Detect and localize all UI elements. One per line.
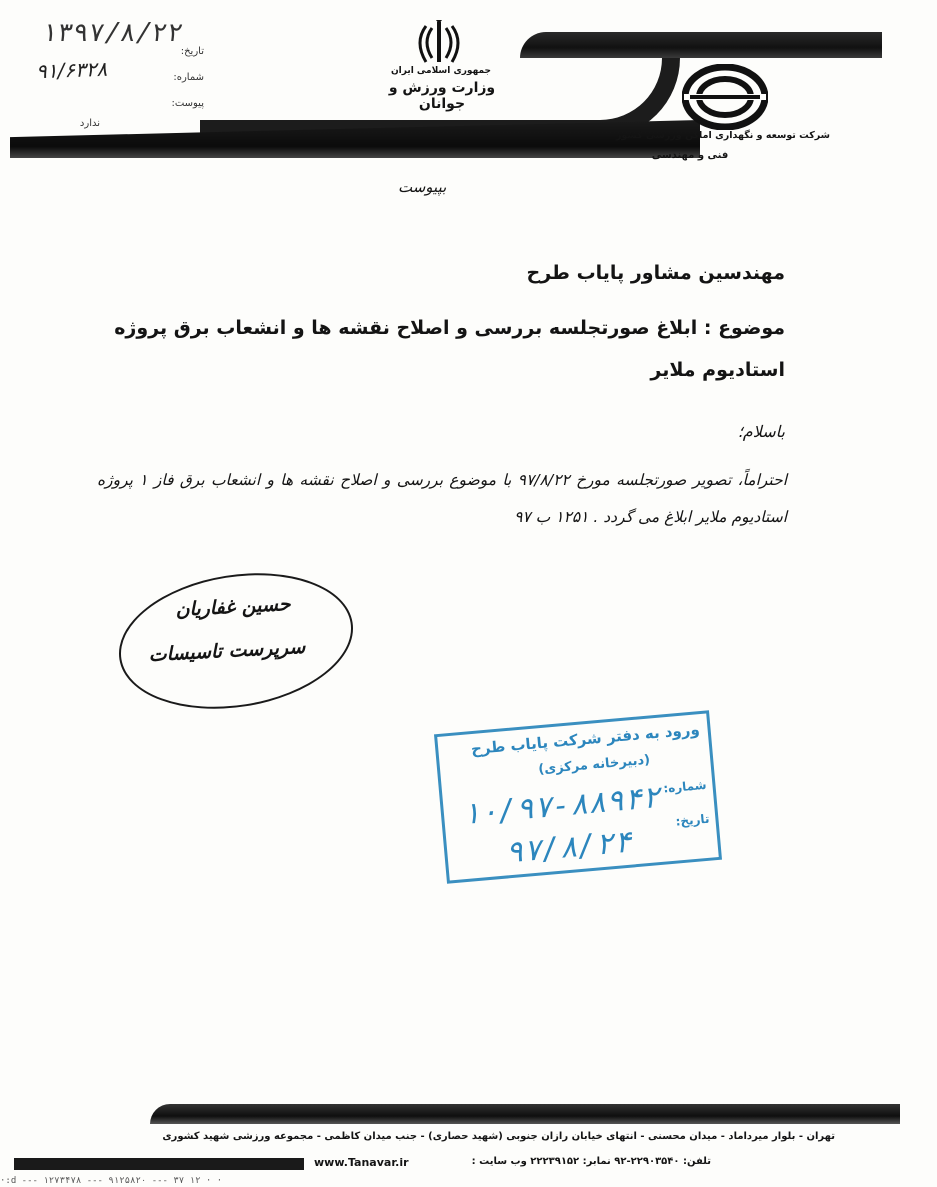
- stamp-number-label: شماره:: [662, 777, 708, 796]
- meta-attachment-label: پیوست:: [171, 98, 204, 109]
- meta-date-label: تاریخ:: [180, 46, 204, 57]
- salutation: باسلام؛: [737, 422, 785, 441]
- meta-number-handwritten: ۹۱/۶۳۲۸: [35, 56, 108, 84]
- signatory-title: سرپرست تاسیسات: [148, 635, 306, 667]
- company-name: شرکت توسعه و نگهداری اماکن ورزشی کشور: [615, 130, 830, 141]
- stamp-date-label: تاریخ:: [675, 811, 710, 829]
- attachment-note: بپیوست: [398, 178, 447, 196]
- stamp-subheading: (دبیرخانه مرکزی): [537, 752, 651, 778]
- receipt-stamp: [434, 710, 722, 883]
- recipient: مهندسین مشاور پایاب طرح: [526, 262, 785, 284]
- letter-body: احتراماً، تصویر صورتجلسه مورخ ۹۷/۸/۲۲ با موضوع بررسی و اصلاح نقشه ها و انشعاب برق فاز ۱ پروژه استادیوم ملایر ابلاغ می گردد . ۱۲۵۱ ب ۹۷: [97, 471, 787, 526]
- company-department: فنی و مهندسی: [651, 150, 729, 161]
- stamp-heading: ورود به دفتر شرکت پایاب طرح: [470, 720, 701, 759]
- emblem-caption: جمهوری اسلامی ایران: [390, 66, 492, 76]
- fax-transmission-edge: ·:d --- ۱۲۷۳۴۷۸ --- ۹۱۲۵۸۲۰ --- ۳۷ ۱۲ · ·: [0, 1176, 223, 1186]
- ministry-name: وزارت ورزش و جوانان: [388, 80, 496, 112]
- footer-phone: تلفن: ۲۲۹۰۳۵۴۰-۹۲ نمابر: ۲۲۲۳۹۱۵۲ وب سایت :: [471, 1156, 711, 1167]
- company-logo-icon: [682, 64, 768, 130]
- stamp-number-value: ۱۰/۹۷-۸۸۹۴۲: [460, 779, 662, 833]
- subject-line: موضوع : ابلاغ صورتجلسه بررسی و اصلاح نقشه ها و انشعاب برق پروژه استادیوم ملایر: [114, 317, 785, 381]
- footer-website: www.Tanavar.ir: [314, 1156, 409, 1169]
- signatory-name: حسین غفاریان: [174, 593, 292, 621]
- reference-number-scribble: ۱۳۹۷/۸/۲۲: [39, 18, 185, 48]
- meta-number-label: شماره:: [173, 72, 204, 83]
- footer-address: تهران - بلوار میرداماد - میدان محسنی - انتهای خیابان رازان جنوبی (شهید حصاری) - جنب میدان کاظمی - مجموعه ورزشی شهید کشوری: [162, 1131, 835, 1142]
- footer-band: [150, 1104, 900, 1124]
- footer-band-left: [14, 1158, 304, 1170]
- header-band-top: [520, 32, 882, 58]
- stamp-date-value: ۹۷/۸/۲۴: [504, 824, 634, 871]
- meta-attachment-value: ندارد: [79, 118, 100, 129]
